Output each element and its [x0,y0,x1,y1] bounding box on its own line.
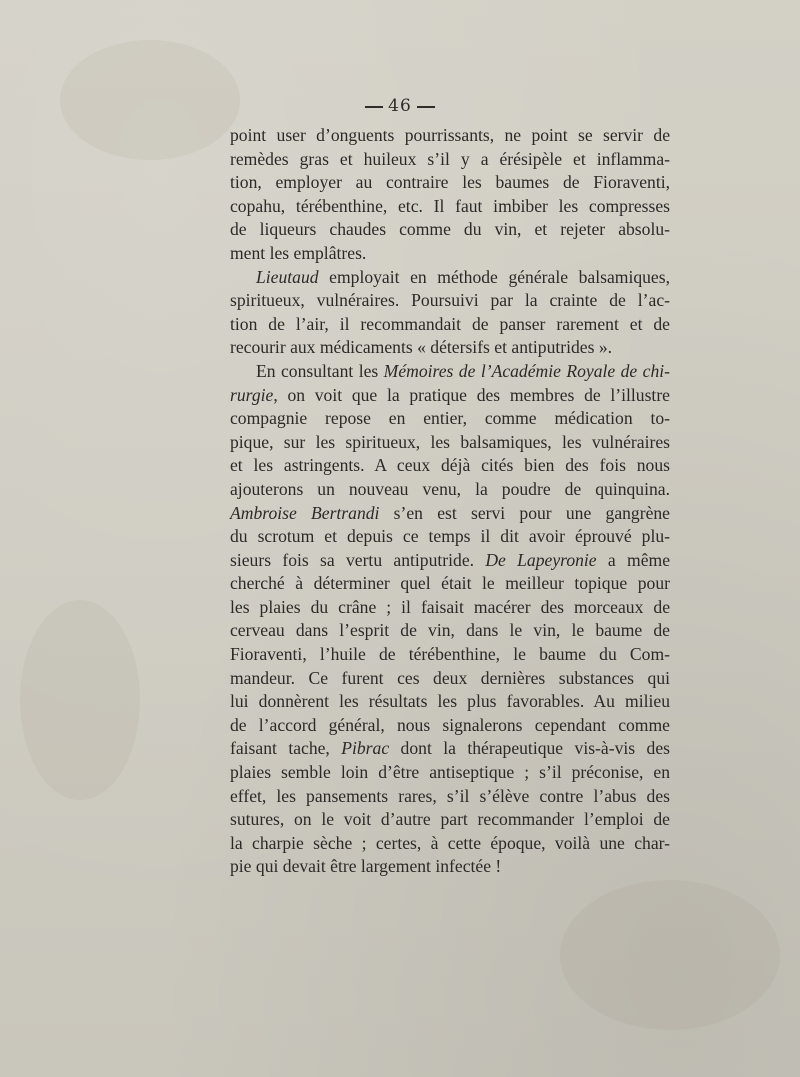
text-line [230,336,670,360]
line-text: effet, les pansements rares, s’il s’élève contre l’abus des [230,785,670,806]
text-line [230,242,670,266]
dash-left [365,106,383,108]
text-line [230,195,670,219]
italic-text: rurgie [230,384,274,405]
line-text: En consultant les [256,360,384,381]
text-line [230,502,670,526]
line-text: du scrotum et depuis ce temps il dit avoir éprouvé plu- [230,526,670,547]
dash-right [417,106,435,108]
line-text: pique, sur les spiritueux, les balsamiques, les vulnéraires [230,431,670,452]
line-text: de liqueurs chaudes comme du vin, et rejeter absolu- [230,219,670,240]
page-number [0,96,800,116]
text-line [230,360,670,384]
line-text: recourir aux médicaments « détersifs et antiputrides ». [230,337,613,358]
text-line [230,148,670,172]
line-text: spiritueux, vulnéraires. Poursuivi par la crainte de l’ac- [230,290,670,311]
text-line [230,855,670,879]
body-text [230,124,670,879]
line-text: point user d’onguents pourrissants, ne point se servir de [230,125,670,145]
paper-stain [560,880,780,1030]
line-text: lui donnèrent les résultats les plus favorables. Au milieu [230,691,670,712]
italic-text: Lieutaud [256,266,319,287]
line-text: faisant tache, [230,738,342,759]
text-line [230,431,670,455]
line-text: la charpie sèche ; certes, à cette époque, voilà une char- [230,832,670,853]
line-text: copahu, térébenthine, etc. Il faut imbiber les compresses [230,195,670,216]
line-text: et les astringents. A ceux déjà cités bien des fois nous [230,455,670,476]
line-text: Fioraventi, l’huile de térébenthine, le baume du Com- [230,644,670,665]
line-text: cerveau dans l’esprit de vin, dans le vin, le baume de [230,620,670,641]
text-line [230,785,670,809]
text-line [230,643,670,667]
italic-text: Ambroise Bertrandi [230,502,380,523]
text-line [230,218,670,242]
line-text: plaies semble loin d’être antiseptique ; s’il préconise, en [230,762,670,783]
text-line [230,549,670,573]
text-line [230,737,670,761]
text-line [230,525,670,549]
text-line [230,690,670,714]
line-text: remèdes gras et huileux s’il y a érésipèle et inflamma- [230,148,670,169]
text-line [230,832,670,856]
line-text: compagnie repose en entier, comme médication to- [230,408,670,429]
line-text: tion, employer au contraire les baumes de Fioraventi, [230,172,670,193]
text-line [230,289,670,313]
text-line [230,384,670,408]
line-text: pie qui devait être largement infectée ! [230,856,502,877]
text-line [230,124,670,148]
text-line [230,454,670,478]
line-text: de l’accord général, nous signalerons cependant comme [230,714,670,735]
line-text: s’en est servi pour une gangrène [379,502,670,523]
text-line [230,619,670,643]
paper-stain [20,600,140,800]
line-text: sutures, on le voit d’autre part recommander l’emploi de [230,809,670,830]
line-text: cherché à déterminer quel était le meilleur topique pour [230,573,670,594]
line-text: ajouterons un nouveau venu, la poudre de quinquina. [230,478,670,499]
line-text: ment les emplâtres. [230,242,367,263]
line-text: , on voit que la pratique des membres de l’illustre [273,384,670,405]
text-line [230,761,670,785]
text-line [230,313,670,337]
text-line [230,808,670,832]
line-text: dont la thérapeutique vis-à-vis des [389,738,670,759]
line-text: mandeur. Ce furent ces deux dernières substances qui [230,667,670,688]
line-text: les plaies du crâne ; il faisait macérer des morceaux de [230,596,670,617]
text-line [230,266,670,290]
line-text: tion de l’air, il recommandait de panser rarement et de [230,313,670,334]
italic-text: De Lapeyronie [485,549,597,570]
text-line [230,171,670,195]
line-text: a même [596,549,671,570]
italic-text: Pibrac [341,738,390,759]
text-line [230,596,670,620]
line-text: sieurs fois sa vertu antiputride. [230,549,486,570]
text-line [230,478,670,502]
text-line [230,572,670,596]
italic-text: Mémoires de l’Académie Royale de chi- [383,360,670,381]
text-line [230,667,670,691]
text-line [230,407,670,431]
page-number-value: 46 [388,96,412,116]
line-text: employait en méthode générale balsamiques, [318,266,670,287]
text-line [230,714,670,738]
